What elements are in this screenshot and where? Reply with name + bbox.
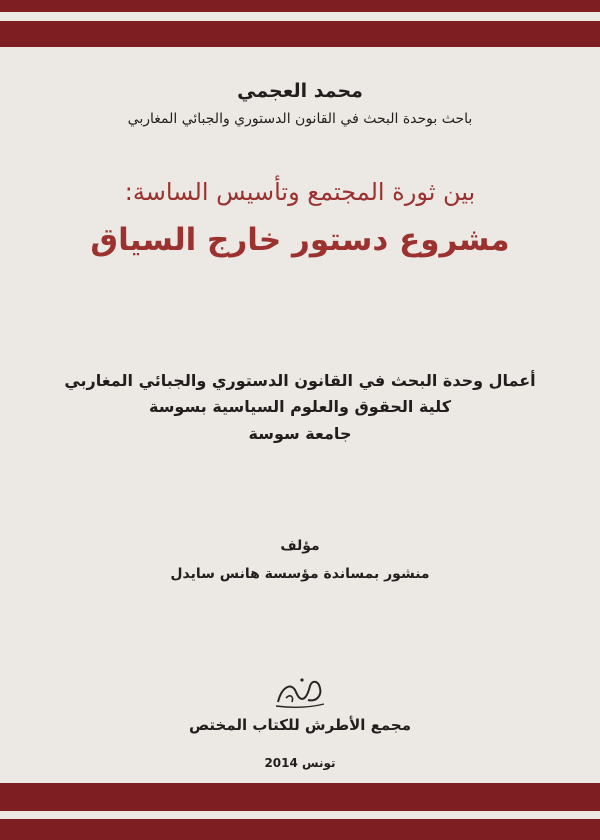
bottom-border-band — [0, 819, 600, 840]
publisher-name: مجمع الأطرش للكتاب المختص — [188, 716, 412, 734]
bottom-border-band-wide — [0, 783, 600, 811]
top-border-band-wide — [0, 21, 600, 47]
organization-line1: أعمال وحدة البحث في القانون الدستوري والجبائي المغاربي — [64, 371, 536, 390]
publisher-logo-icon — [272, 672, 328, 710]
organization-line2: كلية الحقوق والعلوم السياسية بسوسة — [148, 397, 452, 416]
book-title-line2: مشروع دستور خارج السياق — [90, 222, 510, 258]
publication-type-label: مؤلف — [280, 538, 320, 554]
top-border-band — [0, 0, 600, 12]
sponsor-line: منشور بمساندة مؤسسة هانس سايدل — [170, 566, 430, 582]
author-name: محمد العجمي — [237, 80, 363, 102]
book-title-line1: بين ثورة المجتمع وتأسيس الساسة: — [124, 178, 476, 206]
organization-line3: جامعة سوسة — [248, 424, 352, 443]
author-role: باحث بوحدة البحث في القانون الدستوري والجبائي المغاربي — [127, 111, 473, 127]
publication-place-year: تونس 2014 — [264, 756, 336, 770]
